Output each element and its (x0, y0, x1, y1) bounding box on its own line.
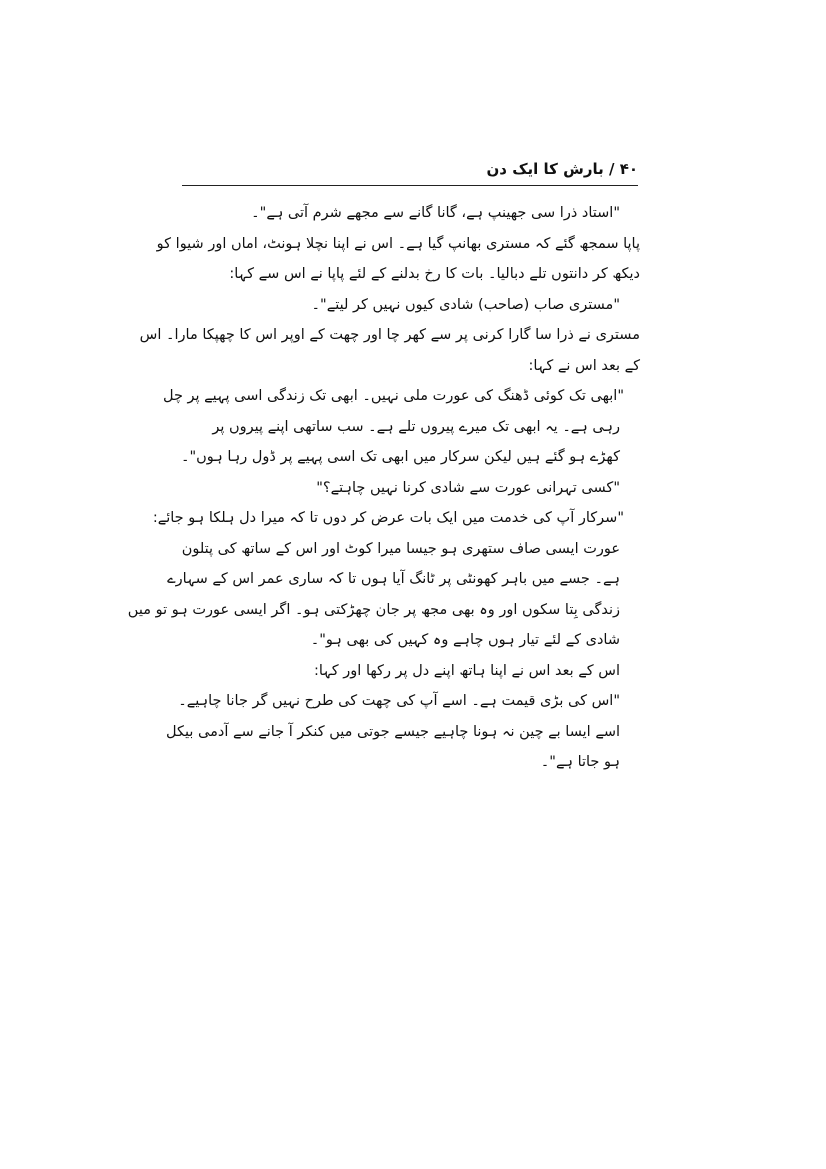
text-line: مستری نے ذرا سا گارا کرنی پر سے کھر چا اور چھت کے اوپر اس کا چھپکا مارا۔ اس (139, 327, 640, 343)
text-line: ہے۔ جسے میں باہر کھونٹی پر ٹانگ آیا ہوں تا کہ ساری عمر اس کے سہارے (167, 571, 620, 587)
text-line: شادی کے لئے تیار ہوں چاہے وہ کہیں کی بھی ہو"۔ (310, 632, 620, 648)
text-line: کے بعد اس نے کہا: (528, 357, 640, 374)
page-number: ۴۰ (619, 160, 638, 178)
text-line: عورت ایسی صاف ستھری ہو جیسا میرا کوٹ اور اس کے ساتھ کی پتلون (181, 540, 620, 557)
text-line: "کسی تہرانی عورت سے شادی کرنا نہیں چاہتے؟" (316, 479, 620, 496)
header-rule (182, 185, 638, 186)
text-line: "ابھی تک کوئی ڈھنگ کی عورت ملی نہیں۔ ابھی تک زندگی اسی پہیے پر چل (162, 388, 624, 404)
text-line: پاپا سمجھ گئے کہ مستری بھانپ گیا ہے۔ اس نے اپنا نچلا ہونٹ، اماں اور شیوا کو (156, 235, 640, 252)
text-line: اسے ایسا بے چین نہ ہونا چاہیے جیسے جوتی میں کنکر آ جانے سے آدمی بیکل (166, 723, 620, 740)
text-line: "مستری صاب (صاحب) شادی کیوں نہیں کر لیتے"۔ (311, 296, 620, 313)
page-header (182, 160, 638, 184)
text-line: "استاد ذرا سی جھینپ ہے، گانا گانے سے مجھے شرم آتی ہے"۔ (251, 205, 620, 221)
text-line: زندگی بِتا سکوں اور وہ بھی مجھ پر جان چھڑکتی ہو۔ اگر ایسی عورت ہو تو میں (127, 601, 620, 618)
text-line: "سرکار آپ کی خدمت میں ایک بات عرض کر دوں تا کہ میرا دل ہلکا ہو جائے: (152, 510, 624, 526)
text-line: اس کے بعد اس نے اپنا ہاتھ اپنے دل پر رکھا اور کہا: (313, 662, 620, 679)
text-line: "اس کی بڑی قیمت ہے۔ اسے آپ کی چھت کی طرح نہیں گر جانا چاہیے۔ (178, 693, 620, 709)
text-line: دیکھ کر دانتوں تلے دبالیا۔ بات کا رخ بدلنے کے لئے پاپا نے اس سے کہا: (229, 266, 640, 282)
page-body (127, 198, 640, 778)
text-line: رہی ہے۔ یہ ابھی تک میرے پیروں تلے ہے۔ سب ساتھی اپنے پیروں پر (212, 418, 620, 435)
text-line: کھڑے ہو گئے ہیں لیکن سرکار میں ابھی تک اسی پہیے پر ڈول رہا ہوں"۔ (180, 449, 620, 465)
text-line: ہو جاتا ہے"۔ (540, 754, 620, 770)
book-title: بارش کا ایک دن (486, 160, 604, 178)
header-separator: / (608, 160, 615, 178)
